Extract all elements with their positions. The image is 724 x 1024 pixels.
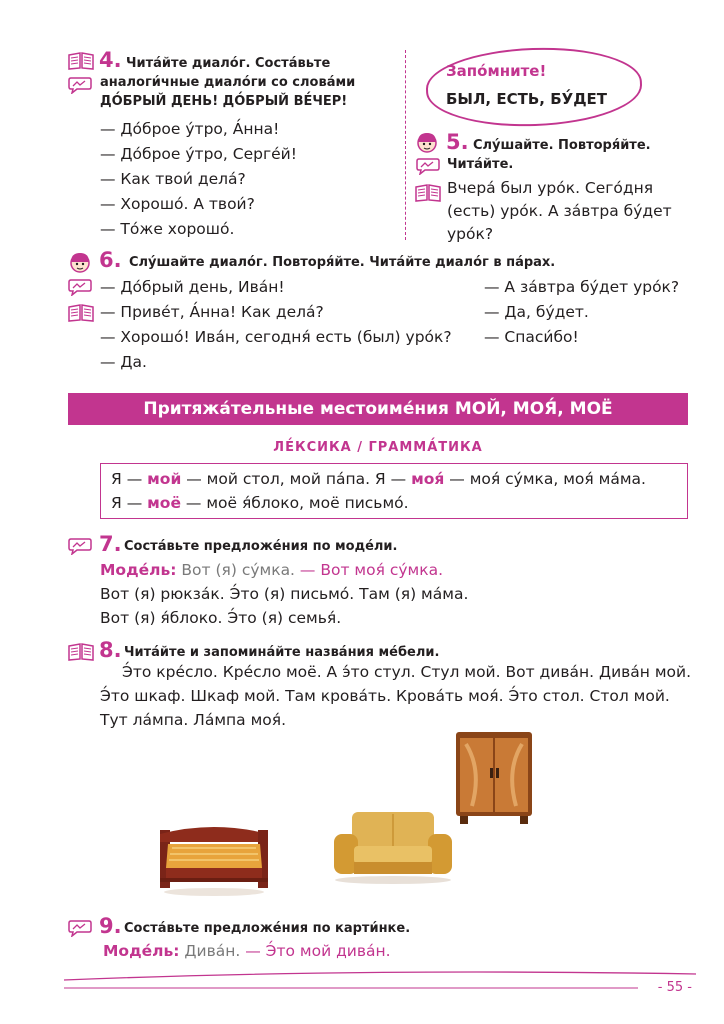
ex8-number: 8. bbox=[99, 638, 122, 662]
column-divider bbox=[405, 50, 406, 240]
remember-title: Запо́мните! bbox=[446, 62, 547, 80]
listen-icon bbox=[68, 250, 92, 274]
speech-icon bbox=[68, 537, 92, 555]
ex5-number: 5. bbox=[446, 130, 469, 154]
ex5-instruction: Слу́шайте. Повторя́йте. Чита́йте. bbox=[447, 138, 651, 172]
ex4-number: 4. bbox=[99, 48, 122, 72]
ex7-model: Моде́ль: Вот (я) су́мка. — Вот моя́ су́мка. bbox=[100, 561, 444, 579]
ex8-text: Э́то кре́сло. Кре́сло моё. А э́то стул. Стул мой. Вот дива́н. Дива́н мой. Э́то шкаф. Шкаф мой. Там крова́ть. Крова́ть моя́. Э́то стол. Стол мой. Тут ла́мпа. Ла́мпа моя́. bbox=[100, 663, 692, 729]
grammar-line-2: Я — моё — моё я́блоко, моё письмо́. bbox=[111, 494, 409, 512]
page-number: - 55 - bbox=[657, 980, 692, 995]
ex9-number: 9. bbox=[99, 914, 122, 938]
ex6-instruction: Слу́шайте диало́г. Повторя́йте. Чита́йте диало́г в па́рах. bbox=[129, 255, 556, 270]
grammar-line-1: Я — мой — мой стол, мой па́па. Я — моя́ — моя́ су́мка, моя́ ма́ма. bbox=[111, 470, 646, 488]
ex4-dialog: — До́брое у́тро, А́нна! — До́брое у́тро, Серге́й! — Как твои́ дела́? — Хорошо́. А твои́? — То́же хорошо́. bbox=[100, 120, 297, 238]
sofa-image bbox=[330, 808, 456, 884]
speech-icon bbox=[68, 919, 92, 937]
ex5-text: Вчера́ был уро́к. Сего́дня (есть) уро́к. А за́втра бу́дет уро́к? bbox=[447, 179, 672, 243]
speech-icon bbox=[416, 157, 440, 175]
remember-text: БЫЛ, ЕСТЬ, БУ́ДЕТ bbox=[446, 90, 608, 108]
ex4-instruction: Чита́йте диало́г. Соста́вьте аналоги́чные диало́ги со слова́ми ДО́БРЫЙ ДЕНЬ! ДО́БРЫЙ ВЕ́ЧЕР! bbox=[100, 56, 356, 109]
remember-oval bbox=[425, 44, 644, 129]
speech-icon bbox=[68, 278, 92, 296]
ex9-instruction: Соста́вьте предложе́ния по карти́нке. bbox=[124, 921, 411, 936]
ex7-task: Вот (я) рюкза́к. Э́то (я) письмо́. Там (я) ма́ма. Вот (я) я́блоко. Э́то (я) семья́. bbox=[100, 585, 469, 627]
bed-image bbox=[158, 824, 270, 896]
ex6-dialog-right: — А за́втра бу́дет уро́к? — Да, бу́дет. — Спаси́бо! bbox=[484, 278, 680, 346]
listen-icon bbox=[415, 130, 439, 154]
ex6-number: 6. bbox=[99, 248, 122, 272]
footer-lines bbox=[60, 966, 700, 996]
lexica-grammar-label: ЛЕ́КСИКА / ГРАММА́ТИКА bbox=[273, 440, 483, 455]
ex8-instruction: Чита́йте и запомина́йте назва́ния ме́бели. bbox=[124, 645, 440, 660]
book-icon bbox=[415, 184, 441, 202]
section-title: Притяжа́тельные местоиме́ния МОЙ, МОЯ́, МОЁ bbox=[68, 393, 688, 425]
book-icon bbox=[68, 304, 94, 322]
wardrobe-image bbox=[452, 730, 536, 826]
grammar-box bbox=[100, 463, 688, 519]
ex9-model: Моде́ль: Дива́н. — Э́то мой дива́н. bbox=[103, 942, 391, 960]
book-icon bbox=[68, 643, 94, 661]
ex6-dialog-left: — До́брый день, Ива́н! — Приве́т, А́нна! Как дела́? — Хорошо́! Ива́н, сегодня́ есть (был) уро́к? — Да. bbox=[100, 278, 452, 371]
ex7-number: 7. bbox=[99, 532, 122, 556]
speech-icon bbox=[68, 76, 92, 94]
ex7-instruction: Соста́вьте предложе́ния по моде́ли. bbox=[124, 539, 398, 554]
book-icon bbox=[68, 52, 94, 70]
